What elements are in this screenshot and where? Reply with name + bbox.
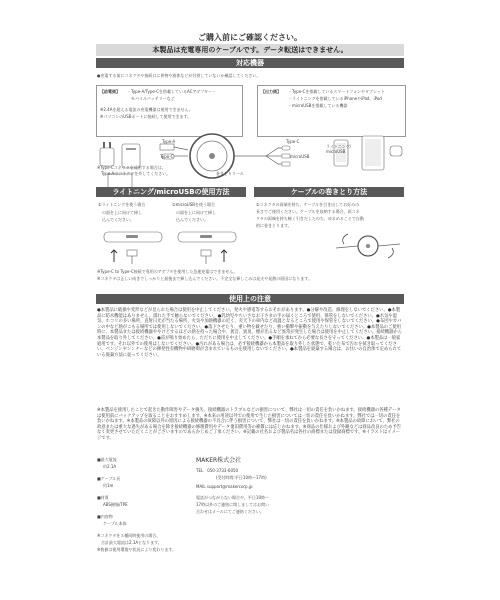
company-note-3: 合わせはメールにてご連絡ください。 (196, 509, 264, 514)
max-current-value: 約2.1A (103, 464, 117, 469)
reel-icon-small (358, 236, 378, 256)
company-mail: MAIL support@makercorp.jp (196, 484, 253, 489)
page-title: ご購入前にご確認ください。 (198, 33, 302, 42)
type-a-connector-icon (160, 144, 188, 150)
company-note-2: 17時以外のご連絡に関しましてはお問い (196, 502, 270, 507)
step2-desc-2: 込んでください。 (172, 217, 208, 222)
output-line-2: ・ライトニングを搭載しているiPhoneやiPad、iPod (288, 96, 382, 101)
lightning-heading: ライトニング/microUSBの使用方法 (96, 187, 246, 197)
label-microusb-2: microUSB (290, 154, 310, 159)
label-type-a: Type-A (162, 139, 176, 144)
disclaimer-paragraph: ※本製品を使用したことで起きた動作障害やデータ損失、接続機器のトラブルなどの損害について、弊社は一切の責任を負いかねます。接続機器の各種データは使用前にバックアップを取ることをおすすめします。※本来の用途以外での使用で生じた損害については一切の責任を負いかねます。弊社では一切の責任を負いかねます。※本製品の故障以外の原因による接続機器の不具合に伴う損害について、弊社は一切の責任を負いかねます。※本製品の故障において、弊社の故意または重大な過失がある場合を除き接続機器の修理費用やデータ復旧費用等の補償には応じかねます。※商品の仕様および外観などは商品改良のため予告なく変更させていただくことがございますのであらかじめご了承ください。※記載の社名および製品名は各社の商標または登録商標です。※イラストはイメージです。 (97, 408, 402, 441)
label-reel: 巻きとりリール (216, 171, 244, 176)
typec-fast-charge-note: ※Type-C to Type-C接続で専用のアダプタを使用した急速充電はできません。 (97, 269, 238, 274)
output-line-1: ・Type-Cを搭載しているスマートフォンやタブレット (288, 89, 385, 94)
label-type-c-left: Type-C (160, 154, 174, 159)
label-type-c-right: Type-C (286, 139, 300, 144)
step2-title: ②microUSBを使う場合 (172, 202, 216, 207)
typec-note-2: Type-Aのコネクタを外してください。 (97, 171, 171, 176)
power-label: 【給電側】 (100, 89, 120, 94)
output-lightning-icon (282, 154, 290, 158)
power-note-1: ※2.4Aを超える電流の充電機器は使用できません。 (100, 107, 193, 112)
connector-direction-note: ※コネクタは正しい向きでしっかりと最後まで挿し込んでください。不完全な挿しこみは発火や発熱の原因になります。 (97, 276, 312, 281)
power-note-2: ※パソコンのUSBポートに接続して使用できます。 (100, 114, 192, 119)
caution-heading: 使用上の注意 (96, 294, 404, 304)
ac-adapter-icon (100, 142, 114, 166)
earbuds-case-icon (390, 146, 402, 156)
output-line-3: ・microUSBを搭載している機器 (288, 103, 348, 108)
step1-desc-1: の面を上に向けて挿し (98, 210, 142, 215)
company-tel: TEL 050-3733-6050 (196, 468, 239, 473)
output-microusb-icon (282, 162, 290, 166)
winding-text-2: 長さでご使用ください。ケーブルを収納する場合、両コネ (256, 209, 360, 214)
up-arrow-icon (111, 250, 117, 262)
caution-paragraph: ●本製品に破損や変形などが見られた場合は使用を中止してください。発火や感電等するおそれがあります。●分解や改造、修理をしないでください。●本製品に防水機能はありません。濡れた手で触らないでください。●乳幼児やちいさなお子さまの手の届くところで使用、保管をしないでください。●水気や湿気、ホコリの多い場所、直射日光が当たる場所、火気や加熱機器の近く、炎天下の車内など高温となるところで使用や保管をしないでください。●布団やカバンの中など熱がこもる場所では使用しないでください。●落下させたり、重い物を載せたり、強い衝撃や振動を与えたりしないでください。●本製品のご使用時に、本製品または接続機器ややけどするほどの熱を持った場合や、異音、異臭、煙が出るなど異常が発生した場合は使用を中止してください。接続機器から本製品を取り外してください。●雷が鳴り始めたら、ただちに使用を中止してください。●手順を承ねてから必要な長さを守ってください。●本製品は一般家庭用です。それ以外での使用はしないでください。●汚れがある場合は、必ず接続機器から本製品を取り外した状態で、乾いた布で汚れを拭き取ってください。ベンジンやシンナーなどの揮発性有機物や研磨剤が含まれているものを使用しないでください。●本製品を廃棄する場合は、お住いの自治体で定められている廃棄方法に従ってください。 (97, 308, 402, 358)
power-line-1: ・Type-A/Type-Cを搭載しているACアダプター・ (127, 89, 216, 94)
power-line-2: モバイルバッテリーなど (127, 96, 175, 101)
winding-diagram (330, 224, 404, 270)
footer-note-3: ※数値は使用環境や状況により変わります。 (97, 547, 177, 552)
output-typec-icon (282, 146, 290, 150)
footer-note-1: ※コネクタを３種同時使用の場合、 (97, 533, 161, 538)
winding-text-4: 的に巻きとります。 (256, 223, 292, 228)
cable-length-value: 約1m (103, 483, 114, 488)
step1-title: ①ライトニングを使う場合 (98, 202, 146, 207)
pull-arrow-right-icon (388, 248, 393, 258)
label-microusb: microUSB (326, 149, 346, 154)
compat-heading: 対応機器 (96, 58, 404, 68)
footer-note-2: 合計最大電流は2.1Aとなります。 (97, 540, 162, 545)
step1-desc-2: 込んでください。 (98, 217, 134, 222)
up-arrow-icon-2 (221, 250, 227, 262)
pull-arrow-left-icon (343, 234, 348, 244)
contents-label: ■内容物 (97, 514, 113, 519)
cable-winding-heading: ケーブルの巻きとり方法 (254, 187, 404, 197)
output-label: 【出力側】 (261, 89, 281, 94)
connector-orientation-diagram (96, 226, 246, 268)
winding-text-1: ①コネクタの両端を持ち、ケーブルを引き出してお好みの (256, 202, 360, 207)
phone-bottom-microusb-icon (178, 232, 236, 264)
typec-note-1: ※Type-Cコネクタを使用する場合は、 (97, 165, 166, 170)
winding-text-3: クタの両端を持ち軽く引きだしたのち、ゆるめることで自動 (256, 216, 364, 221)
compat-bullet: ●充電する前にコネクタや接続口に異物や液体などが付着していないか確認してください。 (97, 73, 261, 78)
tablet-icon (362, 136, 384, 170)
company-name: MAKER株式会社 (196, 457, 242, 464)
phone-bottom-lightning-icon (104, 232, 162, 264)
material-value: ABS樹脂/TPE (103, 502, 128, 507)
material-label: ■材質 (97, 495, 109, 500)
label-lightning: ライトニング/ (326, 144, 351, 149)
contents-value: ケーブル本体 (103, 521, 127, 526)
max-current-label: ■最大電流 (97, 457, 117, 462)
charging-only-notice: 本製品は充電専用のケーブルです。データ転送はできません。 (96, 44, 404, 56)
cable-length-label: ■ケーブル長 (97, 476, 121, 481)
company-note-1: 電話がつながらない場合や、平日10時〜 (196, 495, 270, 500)
company-hours: (受付時間:平日10時〜17時) (216, 475, 267, 480)
step2-desc-1: の面を上に向けて挿し (172, 210, 216, 215)
